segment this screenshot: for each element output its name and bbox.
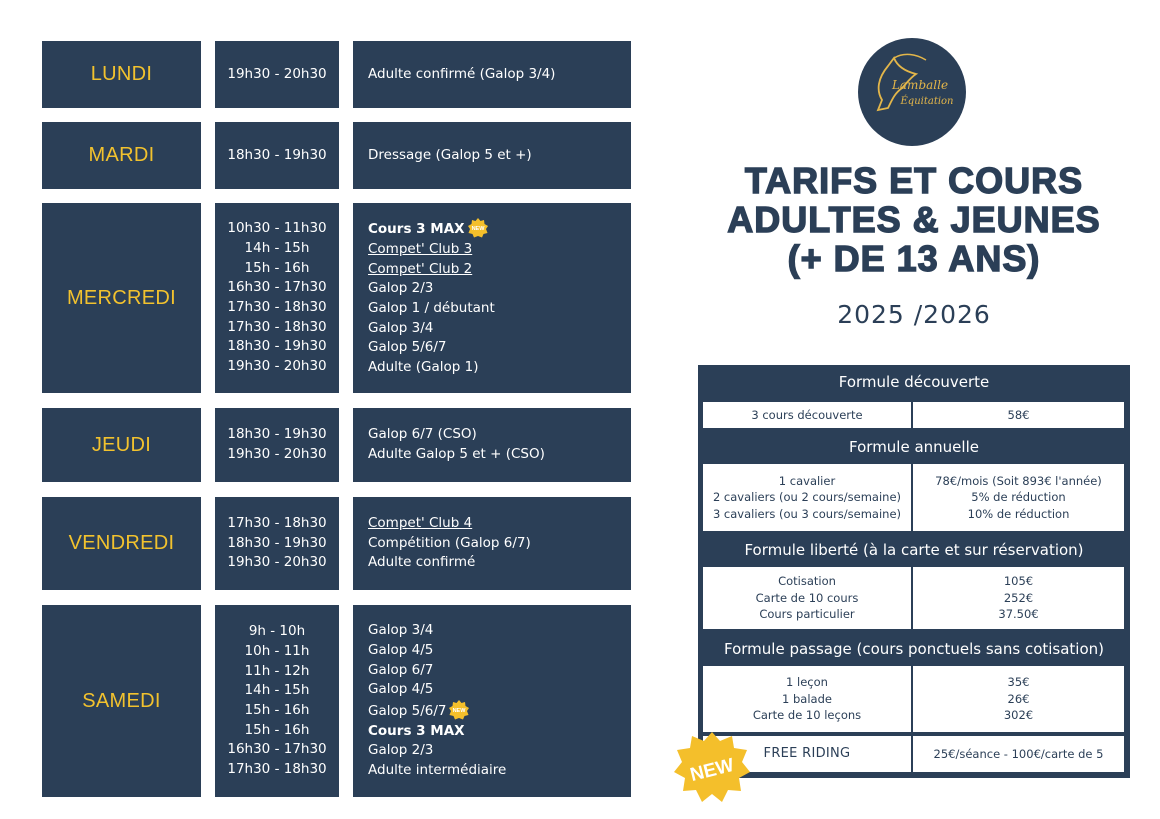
course-name: Adulte (Galop 1): [368, 359, 479, 376]
course-name: Adulte intermédiaire: [368, 762, 507, 779]
header-formule-annuelle: Formule annuelle: [849, 438, 979, 456]
course-item: [368, 425, 477, 445]
course-item: [368, 65, 555, 85]
pricing-line: 1 cavalier: [778, 473, 836, 488]
time-slot: 18h30 - 19h30: [227, 426, 327, 443]
pricing-line: 2 cavaliers (ou 2 cours/semaine): [712, 490, 902, 505]
day-label: LUNDI: [42, 41, 201, 108]
pricing-line: 252€: [1003, 590, 1034, 605]
course-item: [368, 338, 446, 358]
day-label: MERCREDI: [42, 203, 201, 393]
course-item: [368, 299, 495, 319]
course-item: [368, 741, 433, 761]
day-label: MARDI: [42, 122, 201, 189]
course-item: [368, 534, 531, 554]
pricing-table: [698, 365, 1130, 778]
course-name: Galop 5/6/7: [368, 339, 447, 356]
liberte-label-cell: [703, 567, 911, 629]
course-name: Compet' Club 4: [368, 514, 473, 531]
pricing-line: 10% de réduction: [967, 506, 1070, 521]
pricing-line: 105€: [1003, 574, 1034, 589]
course-item: [368, 146, 532, 166]
title-line-2: ADULTES & JEUNES: [727, 199, 1101, 240]
time-slot: 15h - 16h: [244, 721, 310, 738]
course-name: Dressage (Galop 5 et +): [368, 146, 532, 163]
time-slot: 18h30 - 19h30: [227, 146, 327, 163]
time-slots: [215, 122, 339, 189]
pricing-line: 78€/mois (Soit 893€ l'année): [935, 473, 1102, 488]
header-formule-passage: Formule passage (cours ponctuels sans cotisation): [723, 640, 1105, 658]
pricing-line: 26€: [1007, 691, 1030, 706]
time-slots: [215, 605, 339, 797]
passage-label-cell: [703, 666, 911, 732]
time-slot: 17h30 - 18h30: [227, 514, 327, 531]
time-slot: 14h - 15h: [244, 682, 310, 699]
course-name: Compétition (Galop 6/7): [368, 534, 531, 551]
course-name: Cours 3 MAX: [368, 221, 465, 238]
time-slots: [215, 41, 339, 108]
time-slot: 17h30 - 18h30: [227, 318, 327, 335]
time-slot: 10h30 - 11h30: [227, 220, 327, 237]
time-slot: 19h30 - 20h30: [227, 65, 327, 82]
course-list: [353, 605, 631, 797]
decouverte-label-cell: [703, 402, 911, 428]
course-name: Galop 2/3: [368, 280, 434, 297]
course-name: Adulte Galop 5 et + (CSO): [368, 446, 545, 462]
new-badge-label: NEW: [688, 754, 737, 787]
pricing-line: Cours particulier: [759, 607, 855, 622]
course-name: Adulte confirmé (Galop 3/4): [368, 65, 556, 82]
course-item: [368, 700, 469, 722]
course-list: [353, 497, 631, 590]
time-slot: 16h30 - 17h30: [227, 741, 327, 758]
decouverte-price-cell: [913, 402, 1124, 428]
course-item: [368, 680, 433, 700]
course-name: Cours 3 MAX: [368, 722, 465, 739]
horse-head-icon: [858, 38, 966, 146]
course-item: [368, 761, 506, 781]
pricing-line: Carte de 10 leçons: [752, 708, 862, 723]
new-badge-icon: [468, 218, 488, 238]
page-title: [700, 161, 1128, 278]
free-riding-price-cell: [913, 736, 1124, 772]
pricing-line: 302€: [1003, 708, 1034, 723]
passage-price-cell: [913, 666, 1124, 732]
time-slot: 18h30 - 19h30: [227, 338, 327, 355]
title-line-3: (+ DE 13 ANS): [787, 238, 1041, 279]
course-name: Galop 5/6/7: [368, 703, 447, 719]
liberte-price-cell: [913, 567, 1124, 629]
pricing-line: 5% de réduction: [971, 490, 1066, 505]
time-slot: 14h - 15h: [244, 239, 310, 256]
course-item: [368, 319, 433, 339]
new-badge-text: NEW: [471, 226, 484, 233]
time-slot: 10h - 11h: [244, 642, 310, 659]
course-name: Galop 6/7 (CSO): [368, 426, 477, 443]
pricing-line: 35€: [1007, 675, 1030, 690]
new-badge-text: NEW: [453, 708, 466, 715]
time-slots: [215, 203, 339, 393]
course-name: Galop 3/4: [368, 622, 434, 639]
new-badge-icon: [449, 700, 469, 720]
time-slot: 15h - 16h: [244, 259, 310, 276]
pricing-line: 1 balade: [782, 691, 832, 706]
time-slot: 11h - 12h: [244, 662, 310, 679]
course-list: [353, 203, 631, 393]
course-name: Galop 3/4: [368, 319, 434, 336]
course-item: [368, 722, 465, 742]
pricing-line: 25€/séance - 100€/carte de 5: [933, 746, 1104, 761]
annuelle-price-cell: [913, 464, 1124, 531]
header-formule-decouverte: Formule découverte: [838, 373, 990, 391]
header-formule-liberte: Formule liberté (à la carte et sur réservation): [744, 541, 1084, 559]
time-slot: 18h30 - 19h30: [227, 534, 327, 551]
course-name: Galop 2/3: [368, 742, 434, 759]
new-badge: [672, 730, 752, 806]
time-slot: 9h - 10h: [248, 623, 306, 640]
course-list: [353, 41, 631, 108]
club-logo: [858, 38, 966, 146]
course-name: Galop 6/7: [368, 661, 434, 678]
time-slot: 19h30 - 20h30: [227, 554, 327, 571]
course-item: [368, 621, 433, 641]
course-item: [368, 514, 472, 534]
pricing-line: 3 cours découverte: [751, 407, 863, 422]
time-slot: 17h30 - 18h30: [227, 299, 327, 315]
course-item: [368, 445, 545, 465]
pricing-line: FREE RIDING: [763, 745, 851, 761]
time-slot: 19h30 - 20h30: [227, 358, 327, 375]
course-item: [368, 641, 433, 661]
course-item: [368, 358, 479, 378]
pricing-line: 37.50€: [998, 607, 1039, 622]
course-item: [368, 661, 433, 681]
course-item: [368, 279, 433, 299]
course-name: Galop 4/5: [368, 681, 434, 698]
course-list: [353, 122, 631, 189]
course-list: [353, 408, 631, 482]
course-item: [368, 218, 488, 240]
course-name: Galop 4/5: [368, 641, 434, 658]
time-slot: 16h30 - 17h30: [227, 279, 327, 296]
time-slots: [215, 497, 339, 590]
course-item: [368, 553, 475, 573]
day-label: VENDREDI: [42, 497, 201, 590]
time-slot: 17h30 - 18h30: [227, 761, 327, 778]
pricing-line: 3 cavaliers (ou 3 cours/semaine): [712, 506, 902, 521]
day-label: JEUDI: [42, 408, 201, 482]
title-line-1: TARIFS ET COURS: [744, 160, 1084, 201]
pricing-line: Carte de 10 cours: [755, 590, 859, 605]
time-slot: 15h - 16h: [244, 702, 310, 718]
annuelle-label-cell: [703, 464, 911, 531]
course-name: Compet' Club 3: [368, 240, 473, 257]
logo-text-line2: Équitation: [900, 96, 954, 107]
pricing-line: 1 leçon: [786, 675, 828, 690]
pricing-line: Cotisation: [778, 574, 836, 589]
time-slots: [215, 408, 339, 482]
pricing-line: 58€: [1007, 407, 1030, 422]
season-year: 2025 /2026: [837, 300, 991, 329]
day-label: SAMEDI: [42, 605, 201, 797]
course-name: Compet' Club 2: [368, 260, 473, 277]
course-item: [368, 260, 472, 280]
course-item: [368, 240, 472, 260]
course-name: Galop 1 / débutant: [368, 300, 495, 316]
logo-text-line1: Lamballe: [891, 78, 949, 92]
course-name: Adulte confirmé: [368, 554, 476, 571]
time-slot: 19h30 - 20h30: [227, 446, 327, 462]
